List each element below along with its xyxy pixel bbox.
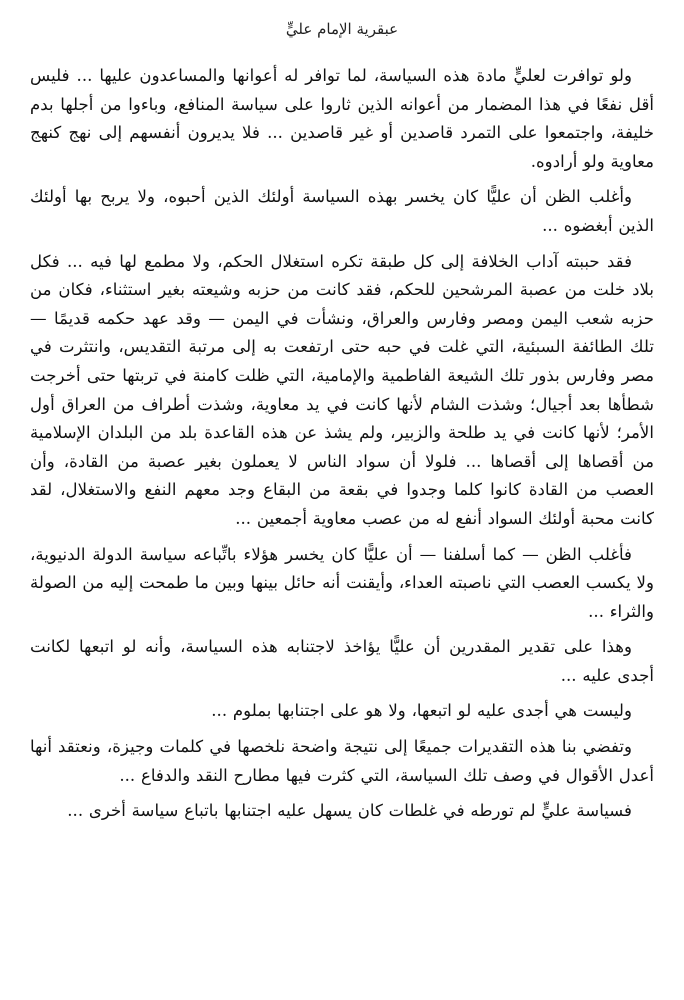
- paragraph-5: وهذا على تقدير المقدرين أن عليًّا يؤاخذ لاجتنابه هذه السياسة، وأنه لو اتبعها لكانت أجدى عليه ...: [30, 637, 654, 685]
- paragraph-4: فأغلب الظن — كما أسلفنا — أن عليًّا كان يخسر هؤلاء باتِّباعه سياسة الدولة الدنيوية، ولا يكسب العصب التي ناصبته العداء، وأيقنت أنه حائل بينها وبين ما طمحت إليه من الصولة والثراء ...: [30, 544, 654, 621]
- paragraph-1: ولو توافرت لعليٍّ مادة هذه السياسة، لما توافر له أعوانها والمساعدون عليها ... فليس أقل نفعًا في هذا المضمار من أعوانه الذين ثاروا على سياسة المنافع، وباءوا من أجلها بدم خليفة، واجتمعوا على التمرد قاصدين أو غير قاصدين ... فلا يديرون أنفسهم إلى نهج كنهج معاوية ولو أرادوه.: [30, 66, 654, 171]
- paragraph-6: وليست هي أجدى عليه لو اتبعها، ولا هو على اجتنابها بملوم ...: [211, 701, 632, 721]
- running-title: عبقرية الإمام عليٍّ: [285, 20, 399, 38]
- paragraph-8: فسياسة عليٍّ لم تورطه في غلطات كان يسهل عليه اجتنابها باتباع سياسة أخرى ...: [67, 801, 632, 821]
- paragraph-7: وتفضي بنا هذه التقديرات جميعًا إلى نتيجة واضحة نلخصها في كلمات وجيزة، ونعتقد أنها أعدل الأقوال في وصف تلك السياسة، التي كثرت فيها مطارح النقد والدفاع ...: [30, 737, 654, 785]
- paragraph-2: وأغلب الظن أن عليًّا كان يخسر بهذه السياسة أولئك الذين أحبوه، ولا يربح بها أولئك الذين أبغضوه ...: [30, 187, 654, 235]
- paragraph-3: فقد حببته آداب الخلافة إلى كل طبقة تكره استغلال الحكم، ولا مطمع لها فيه ... فكل بلاد خلت من عصبة المرشحين للحكم، فقد كانت من حزبه وشيعته بغير استثناء، فكان من حزبه شعب اليمن ومصر وفارس والعراق، ونشأت في اليمن — وقد عهد حكمه قديمًا — تلك الطائفة السبئية، التي غلت في حبه حتى ارتفعت به إلى مرتبة التقديس، وانتثرت في مصر وفارس بذور تلك الشيعة الفاطمية والإمامية، التي ظلت كامنة في تربتها حتى أخرجت شطأها بعد أجيال؛ وشذت الشام لأنها كانت في يد معاوية، وشذت أطراف من العراق أول الأمر؛ لأنها كانت في يد طلحة والزبير، ولم يشذ عن هذه القاعدة بلد من البلدان الإسلامية من أقصاها إلى أقصاها ... فلولا أن سواد الناس لا يعملون بغير عصبة من القادة، وأن العصب من القادة كانوا كلما وجدوا في بقعة من البقاع وجد معهم النفع والاستغلال، لقد كانت محبة أولئك السواد أنفع له من عصب معاوية أجمعين ...: [30, 251, 654, 528]
